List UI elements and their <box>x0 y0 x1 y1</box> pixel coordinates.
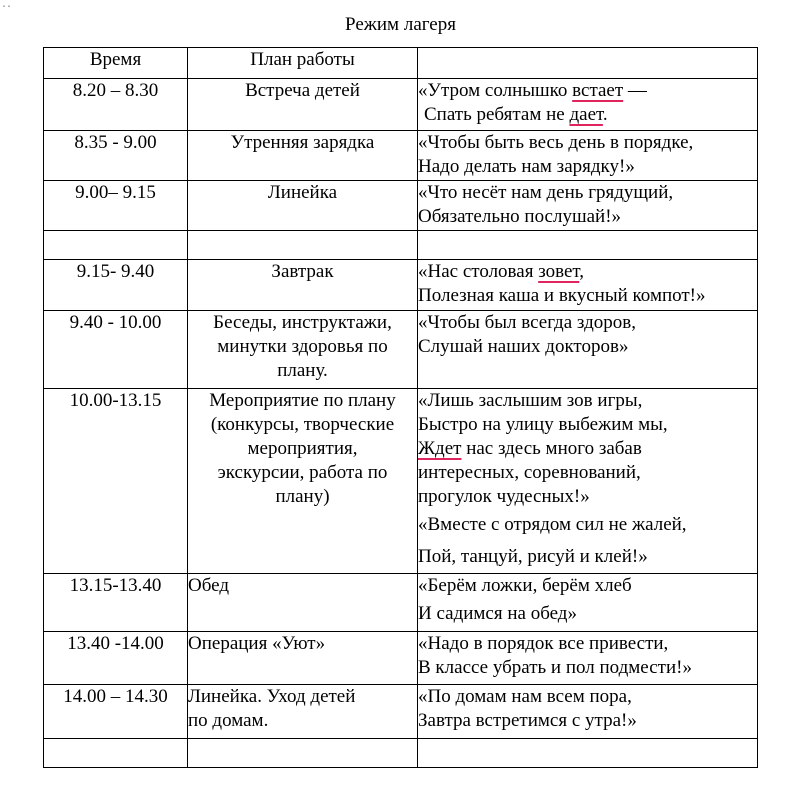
verse-cell <box>418 574 758 632</box>
time-cell: 10.00-13.15 <box>44 389 188 574</box>
verse-cell <box>418 389 758 574</box>
verse-cell <box>418 79 758 131</box>
verse-line: «Надо в порядок все привести, <box>418 633 669 654</box>
plan-line: Операция «Уют» <box>188 633 326 654</box>
plan-line: Встреча детей <box>245 80 360 101</box>
verse-cell <box>418 685 758 739</box>
verse-cell <box>418 739 758 768</box>
plan-line: Утренняя зарядка <box>230 132 375 153</box>
table-row <box>44 389 758 574</box>
time-cell: 9.40 - 10.00 <box>44 311 188 389</box>
plan-cell <box>188 685 418 739</box>
schedule-table <box>43 47 758 768</box>
time-cell: 13.15-13.40 <box>44 574 188 632</box>
plan-line: Линейка <box>267 182 338 203</box>
plan-line: Линейка. Уход детей <box>188 686 356 707</box>
time-cell <box>44 231 188 260</box>
verse-cell <box>418 131 758 181</box>
spellcheck-word: дает <box>569 104 603 125</box>
document-title: Режим лагеря <box>345 14 456 35</box>
verse-line: «Берём ложки, берём хлеб <box>418 575 632 596</box>
verse-line: Завтра встретимся с утра!» <box>418 710 637 731</box>
verse-line <box>418 260 757 284</box>
verse-text: , <box>579 261 585 282</box>
plan-line: плану) <box>275 486 330 507</box>
verse-line: И садимся на обед» <box>418 603 577 624</box>
verse-line: В классе убрать и пол подмести!» <box>418 657 692 678</box>
verse-text: «Нас столовая <box>418 261 539 282</box>
table-row-empty <box>44 739 758 768</box>
plan-line: по домам. <box>188 710 269 731</box>
verse-line: Надо делать нам зарядку!» <box>418 156 635 177</box>
header-plan: План работы <box>188 48 418 79</box>
time-cell <box>44 739 188 768</box>
plan-line: (конкурсы, творческие <box>210 414 395 435</box>
verse-text: Спать ребятам не <box>424 104 570 125</box>
plan-line: Мероприятие по плану <box>209 390 396 411</box>
table-row <box>44 574 758 632</box>
verse-line: «Чтобы быть весь день в порядке, <box>418 132 694 153</box>
verse-line: Быстро на улицу выбежим мы, <box>418 414 668 435</box>
spellcheck-word: Ждет <box>418 438 462 459</box>
plan-cell <box>188 260 418 311</box>
time-cell: 8.20 – 8.30 <box>44 79 188 131</box>
plan-cell <box>188 739 418 768</box>
table-row <box>44 685 758 739</box>
header-verse <box>418 48 758 79</box>
time-cell: 13.40 -14.00 <box>44 632 188 685</box>
corner-mark: ․․ <box>2 0 13 10</box>
table-row <box>44 181 758 231</box>
table-row <box>44 260 758 311</box>
plan-cell <box>188 574 418 632</box>
verse-line: Полезная каша и вкусный компот!» <box>418 285 706 306</box>
verse-line: Пой, танцуй, рисуй и клей!» <box>418 546 648 567</box>
plan-line: плану. <box>277 360 328 381</box>
plan-line: Обед <box>188 575 229 596</box>
plan-line: минутки здоровья по <box>217 336 388 357</box>
verse-line: Обязательно послушай!» <box>418 206 622 227</box>
time-cell: 9.15- 9.40 <box>44 260 188 311</box>
plan-cell <box>188 79 418 131</box>
plan-cell <box>188 181 418 231</box>
verse-line: «Вместе с отрядом сил не жалей, <box>418 514 687 535</box>
table-row <box>44 79 758 131</box>
table-row <box>44 311 758 389</box>
verse-line <box>418 103 757 127</box>
time-cell: 14.00 – 14.30 <box>44 685 188 739</box>
plan-line: мероприятия, <box>247 438 358 459</box>
verse-line <box>418 79 757 103</box>
plan-cell <box>188 389 418 574</box>
spellcheck-word: встает <box>572 80 624 101</box>
verse-cell <box>418 632 758 685</box>
spellcheck-word: зовет <box>538 261 580 282</box>
plan-line: экскурсии, работа по <box>217 462 388 483</box>
plan-line: Завтрак <box>271 261 334 282</box>
plan-cell <box>188 231 418 260</box>
time-cell: 9.00– 9.15 <box>44 181 188 231</box>
verse-text: . <box>602 104 608 125</box>
verse-text: нас здесь много забав <box>461 438 642 459</box>
table-row-empty <box>44 231 758 260</box>
verse-cell <box>418 260 758 311</box>
verse-cell <box>418 231 758 260</box>
plan-line: Беседы, инструктажи, <box>213 312 392 333</box>
verse-line: интересных, соревнований, <box>418 462 641 483</box>
verse-line: прогулок чудесных!» <box>418 486 590 507</box>
plan-cell <box>188 311 418 389</box>
table-row <box>44 632 758 685</box>
verse-text: — <box>623 80 647 101</box>
plan-cell <box>188 632 418 685</box>
verse-line: Слушай наших докторов» <box>418 336 629 357</box>
verse-line: «Лишь заслышим зов игры, <box>418 390 643 411</box>
time-cell: 8.35 - 9.00 <box>44 131 188 181</box>
header-time: Время <box>44 48 188 79</box>
table-row <box>44 131 758 181</box>
verse-line: «Что несёт нам день грядущий, <box>418 182 674 203</box>
verse-line: «Чтобы был всегда здоров, <box>418 312 636 333</box>
plan-cell <box>188 131 418 181</box>
verse-text: «Утром солнышко <box>418 80 573 101</box>
verse-cell <box>418 311 758 389</box>
verse-cell <box>418 181 758 231</box>
verse-line <box>418 437 757 461</box>
verse-line: «По домам нам всем пора, <box>418 686 632 707</box>
table-header-row <box>44 48 758 79</box>
